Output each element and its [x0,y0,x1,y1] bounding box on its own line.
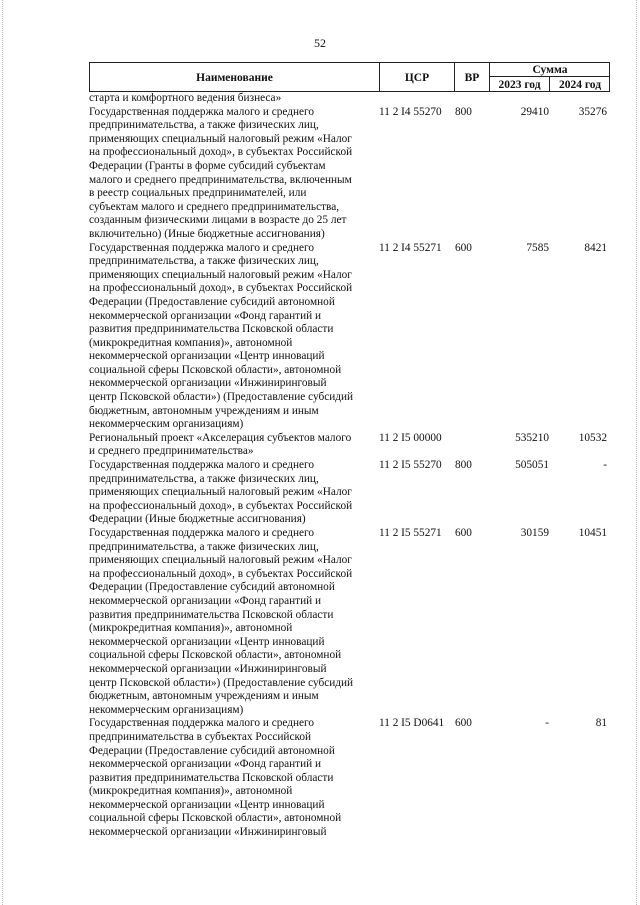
row-name [89,459,379,527]
row-vr: 800 [455,459,472,472]
row-name-line: Федерации (Иные бюджетные ассигнования) [89,513,306,526]
row-csr: 11 2 I5 00000 [379,431,442,444]
row-value-2023: 7585 [526,241,549,254]
row-value-2023: - [545,717,549,730]
row-name [89,242,379,432]
row-name-line: Региональный проект «Акселерация субъектов малого [89,431,352,444]
row-name-line: применяющих специальный налоговый режим «Налог [89,132,352,145]
row-name-line: Государственная поддержка малого и среднего [89,527,315,539]
row-name-line: на профессиональный доход», в субъектах Российской [89,567,353,580]
row-csr: 11 2 I5 55271 [379,527,442,539]
row-vr: 800 [455,105,472,118]
row-value-2024: - [603,459,607,472]
table-row [89,242,610,432]
row-name-line: центр Псковской области») (Предоставление субсидий [89,676,354,689]
row-value-2023: 29410 [520,105,549,118]
row-name-line: старта и комфортного ведения бизнеса» [89,92,282,104]
row-name-line: включительно) (Иные бюджетные ассигнования) [89,227,325,240]
row-name-line: применяющих специальный налоговый режим «Налог [89,268,352,281]
row-value-2024: 10532 [578,431,607,444]
row-name-line: на профессиональный доход», в субъектах Российской [89,146,353,159]
row-name-line: некоммерческой организации «Центр инноваций [89,635,325,648]
row-name-line: созданным физическими лицами в возрасте до 25 лет [89,214,347,227]
table-row [89,106,610,242]
header-year-2024: 2024 год [558,78,602,91]
row-name-line: развития предпринимательства Псковской области [89,608,334,621]
row-name-line: (микрокредитная компания)», автономной [89,336,293,349]
row-value-2024: 8421 [584,241,607,254]
row-name-line: субъектам малого и среднего предпринимательства, [89,200,340,213]
row-vr: 600 [455,717,472,730]
header-year-2023: 2023 год [490,77,550,92]
row-name-line: некоммерческой организации «Фонд гарантий и [89,309,322,322]
row-value-2024: 81 [595,717,607,730]
row-name-line: предпринимательства в субъектах Российской [89,730,312,743]
row-name-line: бюджетным, автономным учреждениям и иным [89,404,319,417]
header-vr: ВР [455,63,490,92]
row-name-line: некоммерческой организации «Инжиниринговый [89,826,327,839]
row-name-line: некоммерческой организации «Фонд гарантий и [89,758,322,771]
row-name-line: некоммерческим организациям) [89,418,244,431]
row-csr: 11 2 I4 55270 [379,105,442,118]
row-value-2023: 30159 [520,527,549,539]
header-sum: Сумма [490,63,610,77]
row-csr: 11 2 I4 55271 [379,241,442,254]
row-name-line: некоммерческим организациям) [89,703,244,716]
row-name-line: Государственная поддержка малого и среднего [89,459,315,472]
row-name-line: (микрокредитная компания)», автономной [89,622,293,635]
row-name-line: Федерации (Предоставление субсидий автономной [89,744,335,757]
row-vr: 600 [455,527,472,539]
page-number: 52 [314,36,326,50]
table-row [89,92,610,106]
row-name-line: предпринимательства, а также физических лиц, [89,472,319,485]
row-name [89,106,379,242]
row-name-line: Государственная поддержка малого и среднего [89,241,315,254]
header-csr: ЦСР [380,63,455,92]
row-name [89,717,379,839]
row-name-line: Федерации (Предоставление субсидий автономной [89,295,335,308]
row-name-line: некоммерческой организации «Инжиниринговый [89,377,327,390]
row-name-line: применяющих специальный налоговый режим «Налог [89,486,352,499]
row-name-line: малого и среднего предпринимательства, включенным [89,173,352,186]
row-value-2023: 505051 [515,459,549,472]
row-name-line: Государственная поддержка малого и среднего [89,717,315,730]
row-name-line: социальной сферы Псковской области», автономной [89,649,342,662]
row-name-line: центр Псковской области») (Предоставление субсидий [89,391,354,404]
row-name-line: некоммерческой организации «Инжиниринговый [89,662,327,675]
row-name [89,527,379,717]
row-name-line: применяющих специальный налоговый режим «Налог [89,554,352,567]
table-row [89,527,610,717]
row-name-line: некоммерческой организации «Центр инноваций [89,350,325,363]
row-csr: 11 2 I5 55270 [379,459,442,472]
row-name-line: развития предпринимательства Псковской области [89,323,334,336]
row-value-2023: 535210 [515,431,549,444]
row-name-line: Федерации (Предоставление субсидий автономной [89,581,335,594]
row-name-line: (микрокредитная компания)», автономной [89,785,293,798]
row-value-2024: 10451 [578,527,607,539]
page-edge-left [2,0,4,905]
row-name [89,432,379,459]
row-name-line: на профессиональный доход», в субъектах Российской [89,282,353,295]
header-name: Наименование [90,63,380,92]
row-name-line: предпринимательства, а также физических лиц, [89,119,319,132]
row-name-line: некоммерческой организации «Центр инноваций [89,798,325,811]
table-body [89,92,610,840]
row-name-line: Государственная поддержка малого и среднего [89,105,315,118]
row-vr: 600 [455,241,472,254]
row-name-line: социальной сферы Псковской области», автономной [89,812,342,825]
table-row [89,717,610,839]
page-edge-right [636,0,638,905]
table-header [89,62,610,92]
row-name-line: Федерации (Гранты в форме субсидий субъектам [89,159,326,172]
row-name-line: в реестр социальных предпринимателей, или [89,187,307,200]
row-name-line: некоммерческой организации «Фонд гарантий и [89,594,322,607]
row-name-line: на профессиональный доход», в субъектах Российской [89,499,353,512]
row-name-line: предпринимательства, а также физических лиц, [89,540,319,553]
row-value-2024: 35276 [578,105,607,118]
row-name [89,92,379,106]
table-row [89,459,610,527]
row-name-line: развития предпринимательства Псковской области [89,771,334,784]
row-csr: 11 2 I5 D0641 [379,717,445,730]
row-name-line: бюджетным, автономным учреждениям и иным [89,690,319,703]
row-name-line: предпринимательства, а также физических лиц, [89,255,319,268]
table-row [89,432,610,459]
row-name-line: и среднего предпринимательства» [89,445,254,458]
row-name-line: социальной сферы Псковской области», автономной [89,363,342,376]
